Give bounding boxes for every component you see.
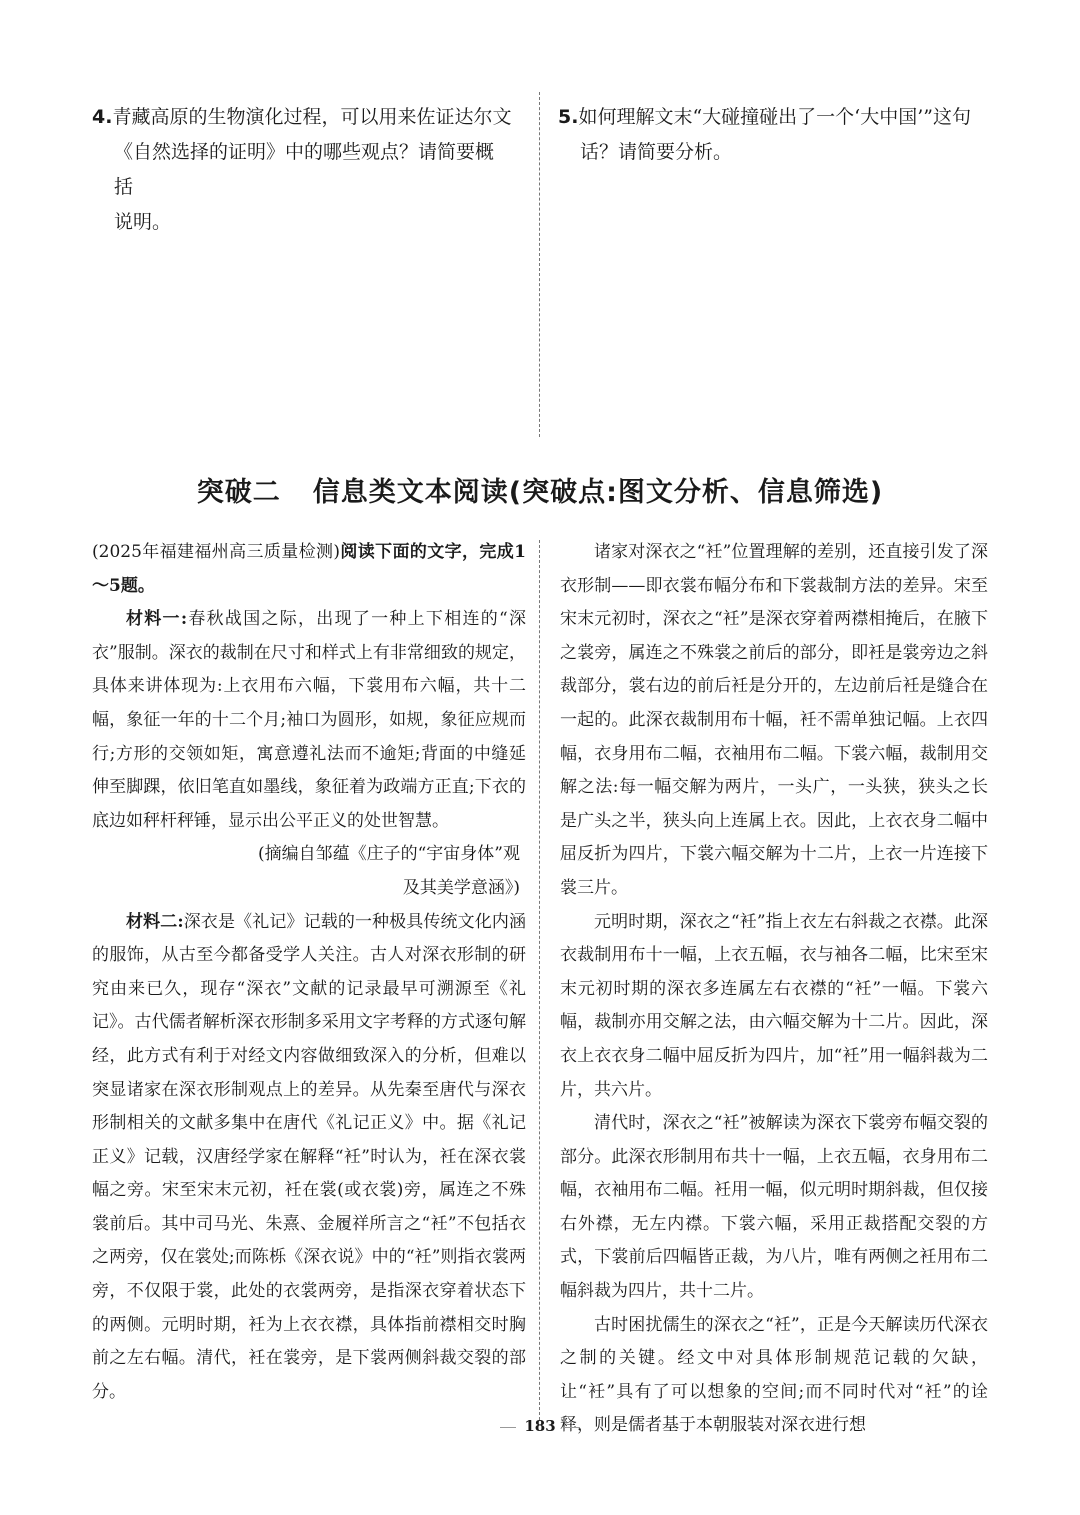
question-5 — [558, 100, 990, 170]
page-footer — [0, 1417, 1080, 1435]
question-4-line-2: 《自然选择的证明》中的哪些观点？请简要概括 — [114, 141, 495, 198]
material-1-source-1: (摘编自邹蕴《庄子的“宇宙身体”观 — [257, 844, 520, 865]
intro-source: (2025年福建福州高三质量检测) — [92, 542, 341, 562]
page-number: 183 — [524, 1417, 556, 1435]
material-1-text: 春秋战国之际，出现了一种上下相连的“深衣”服制。深衣的裁制在尺寸和样式上有非常细致的规定，具体来讲体现为:上衣用布六幅，下裳用布六幅，共十二幅，象征一年的十二个月;袖口为圆形，如规，象征应规而行;方形的交领如矩，寓意遵礼法而不逾矩;背面的中缝延伸至脚踝，依旧笔直如墨线，象征着为政端方正直;下衣的底边如秤杆秤锤，显示出公平正义的处世智慧。 — [92, 609, 526, 831]
intro-paragraph — [92, 536, 526, 603]
section-label: 突破二 — [196, 477, 281, 508]
column-divider-top — [539, 92, 540, 437]
right-paragraph-3: 清代时，深衣之“衽”被解读为深衣下裳旁布幅交裂的部分。此深衣形制用布共十一幅，上衣五幅，衣身用布二幅，衣袖用布二幅。衽用一幅，似元明时期斜裁，但仅接右外襟，无左内襟。下裳六幅，采用正裁搭配交裂的方式，下裳前后四幅皆正裁，为八片，唯有两侧之衽用布二幅斜裁为四片，共十二片。 — [560, 1113, 988, 1302]
question-4 — [92, 100, 512, 240]
right-paragraph-2: 元明时期，深衣之“衽”指上衣左右斜裁之衣襟。此深衣裁制用布十一幅，上衣五幅，衣与袖各二幅，比宋至宋末元初时期的深衣多连属左右衣襟的“衽”一幅。下裳六幅，裁制亦用交解之法，由六幅交解为十二片。因此，深衣上衣衣身二幅中屈反折为四片，加“衽”用一幅斜裁为二片，共六片。 — [560, 911, 988, 1100]
question-5-line-1 — [558, 100, 990, 135]
material-1-source-2: 及其美学意涵》) — [402, 877, 520, 898]
right-column — [560, 536, 988, 1443]
material-1-paragraph — [92, 603, 526, 838]
section-title — [0, 470, 1080, 509]
question-4-line-3: 说明。 — [114, 211, 172, 233]
intro-instruction: 阅读下面的文字，完成1～5题。 — [92, 542, 526, 596]
footer-rule-left — [500, 1427, 516, 1428]
section-heading: 信息类文本阅读(突破点:图文分析、信息筛选) — [312, 477, 884, 508]
column-divider-body — [539, 540, 540, 1420]
left-column — [92, 536, 526, 1409]
question-5-number: 5. — [558, 106, 579, 128]
material-1-label: 材料一: — [126, 609, 188, 630]
question-5-text-1: 如何理解文末“大碰撞碰出了一个‘大中国’”这句 — [578, 106, 971, 128]
material-2-text: 深衣是《礼记》记载的一种极具传统文化内涵的服饰，从古至今都备受学人关注。古人对深衣形制的研究由来已久，现存“深衣”文献的记录最早可溯源至《礼记》。古代儒者解析深衣形制多采用文字考释的方式逐句解经，此方式有利于对经文内容做细致深入的分析，但难以突显诸家在深衣形制观点上的差异。从先秦至唐代与深衣形制相关的文献多集中在唐代《礼记正义》中。据《礼记正义》记载，汉唐经学家在解释“衽”时认为，衽在深衣裳幅之旁。宋至宋末元初，衽在裳(或衣裳)旁，属连之不殊裳前后。其中司马光、朱熹、金履祥所言之“衽”不包括衣之两旁，仅在裳处;而陈栎《深衣说》中的“衽”则指衣裳两旁，不仅限于裳，此处的衣裳两旁，是指深衣穿着状态下的两侧。元明时期，衽为上衣衣襟，具体指前襟相交时胸前之左右幅。清代，衽在裳旁，是下裳两侧斜裁交裂的部分。 — [92, 911, 527, 1402]
right-paragraph-4: 古时困扰儒生的深衣之“衽”，正是今天解读历代深衣之制的关键。经文中对具体形制规范记载的欠缺，让“衽”具有了可以想象的空间;而不同时代对“衽”的诠释，则是儒者基于本朝服装对深衣进行想 — [560, 1314, 988, 1436]
material-2-paragraph — [92, 906, 526, 1410]
question-5-line-2: 话？请简要分析。 — [580, 141, 733, 163]
footer-rule-right — [564, 1427, 580, 1428]
right-paragraph-1: 诸家对深衣之“衽”位置理解的差别，还直接引发了深衣形制——即衣裳布幅分布和下裳裁制方法的差异。宋至宋末元初时，深衣之“衽”是深衣穿着两襟相掩后，在腋下之裳旁，属连之不殊裳之前后的部分，即衽是裳旁边之斜裁部分，裳右边的前后衽是分开的，左边前后衽是缝合在一起的。此深衣裁制用布十幅，衽不需单独记幅。上衣四幅，衣身用布二幅，衣袖用布二幅。下裳六幅，裁制用交解之法:每一幅交解为两片，一头广，一头狭，狭头之长是广头之半，狭头向上连属上衣。因此，上衣衣身二幅中屈反折为四片，下裳六幅交解为十二片，上衣一片连接下裳三片。 — [560, 542, 988, 898]
material-2-label: 材料二: — [126, 911, 184, 932]
question-4-number: 4. — [92, 106, 113, 128]
question-4-line-1 — [92, 100, 512, 135]
question-4-text-1: 青藏高原的生物演化过程，可以用来佐证达尔文 — [112, 106, 512, 128]
